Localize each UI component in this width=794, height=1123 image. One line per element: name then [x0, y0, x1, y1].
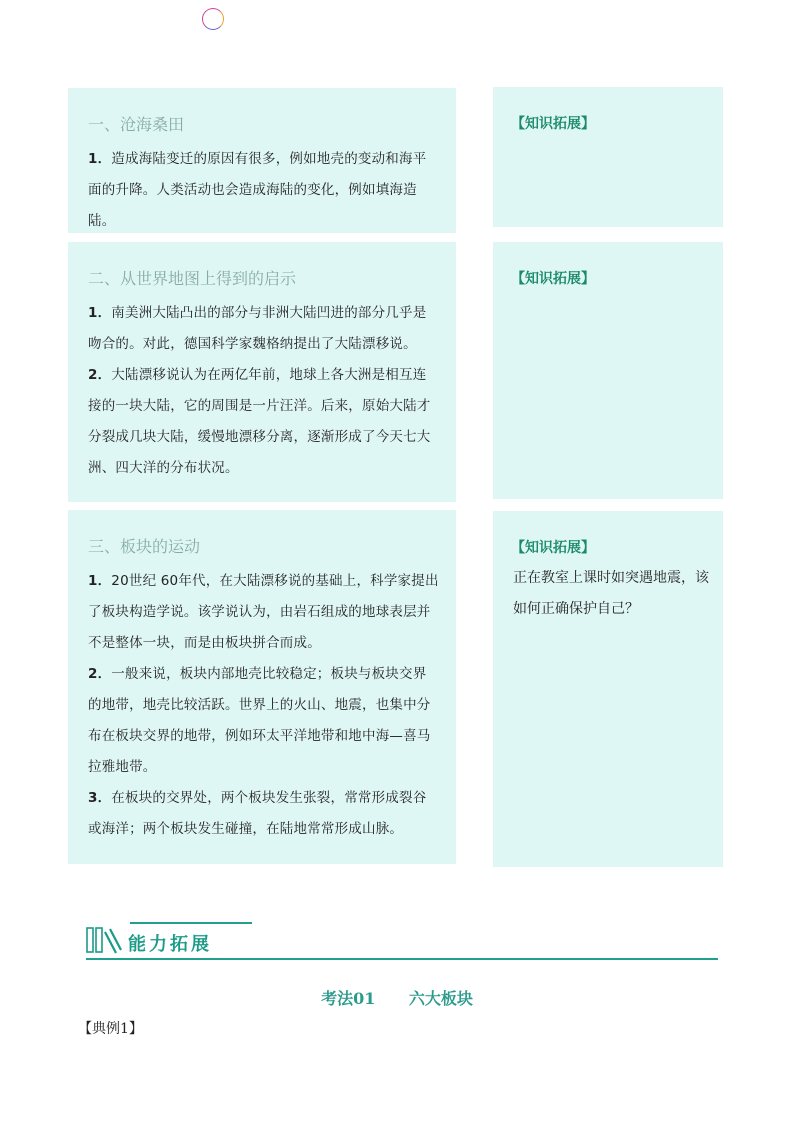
- section-title: 一、沧海桑田: [88, 115, 185, 134]
- logo-circle-icon: [202, 8, 224, 30]
- paragraph-number: 2．: [88, 666, 112, 682]
- knowledge-extension-title: 【知识拓展】: [511, 540, 595, 556]
- paragraph-number: 1．: [88, 151, 112, 167]
- section-title: 二、从世界地图上得到的启示: [88, 269, 297, 288]
- paragraph-text: 一般来说，板块内部地壳比较稳定；板块与板块交界的地带，地壳比较活跃。世界上的火山、地震，也集中分布在板块交界的地带，例如环太平洋地带和地中海—喜马拉雅地带。: [88, 666, 431, 775]
- paragraph-3: [88, 783, 440, 845]
- paragraph-text: 大陆漂移说认为在两亿年前，地球上各大洲是相互连接的一块大陆，它的周围是一片汪洋。后来，原始大陆才分裂成几块大陆，缓慢地漂移分离，逐渐形成了今天七大洲、四大洋的分布状况。: [88, 367, 431, 476]
- knowledge-extension-panel-3: [493, 511, 723, 867]
- ability-extension-header: [86, 922, 718, 962]
- knowledge-extension-panel-2: [493, 242, 723, 499]
- paragraph-text: 20世纪 60年代，在大陆漂移说的基础上，科学家提出了板块构造学说。该学说认为，由岩石组成的地球表层并不是整体一块，而是由板块拼合而成。: [88, 573, 439, 651]
- paragraph-text: 南美洲大陆凸出的部分与非洲大陆凹进的部分几乎是吻合的。对此，德国科学家魏格纳提出了大陆漂移说。: [88, 305, 427, 352]
- section-panel-3: [68, 510, 456, 864]
- method-title: 考法01 六大板块: [321, 989, 473, 1008]
- paragraph-number: 2．: [88, 367, 112, 383]
- paragraph-number: 1．: [88, 573, 112, 589]
- paragraph-text: 造成海陆变迁的原因有很多，例如地壳的变动和海平面的升降。人类活动也会造成海陆的变化，例如填海造陆。: [88, 151, 427, 229]
- knowledge-extension-panel-1: [493, 87, 723, 227]
- paragraph-1: [88, 298, 440, 360]
- knowledge-extension-title: 【知识拓展】: [511, 271, 595, 287]
- section-panel-2: [68, 242, 456, 502]
- knowledge-extension-title: 【知识拓展】: [511, 116, 595, 132]
- books-icon: [86, 926, 126, 956]
- example-label: 【典例1】: [78, 1021, 143, 1037]
- paragraph-number: 3．: [88, 790, 112, 806]
- ability-extension-title: 能力拓展: [128, 934, 212, 955]
- knowledge-extension-text: 正在教室上课时如突遇地震，该如何正确保护自己？: [513, 570, 709, 617]
- paragraph-text: 在板块的交界处，两个板块发生张裂，常常形成裂谷或海洋；两个板块发生碰撞，在陆地常常形成山脉。: [88, 790, 427, 837]
- paragraph-number: 1．: [88, 305, 112, 321]
- section-panel-1: [68, 88, 456, 233]
- paragraph-1: [88, 566, 440, 659]
- paragraph-2: [88, 659, 440, 783]
- paragraph-1: [88, 144, 440, 237]
- paragraph-2: [88, 360, 440, 484]
- header-underline: [86, 958, 718, 960]
- header-decoration-line: [130, 922, 252, 924]
- section-title: 三、板块的运动: [88, 537, 201, 556]
